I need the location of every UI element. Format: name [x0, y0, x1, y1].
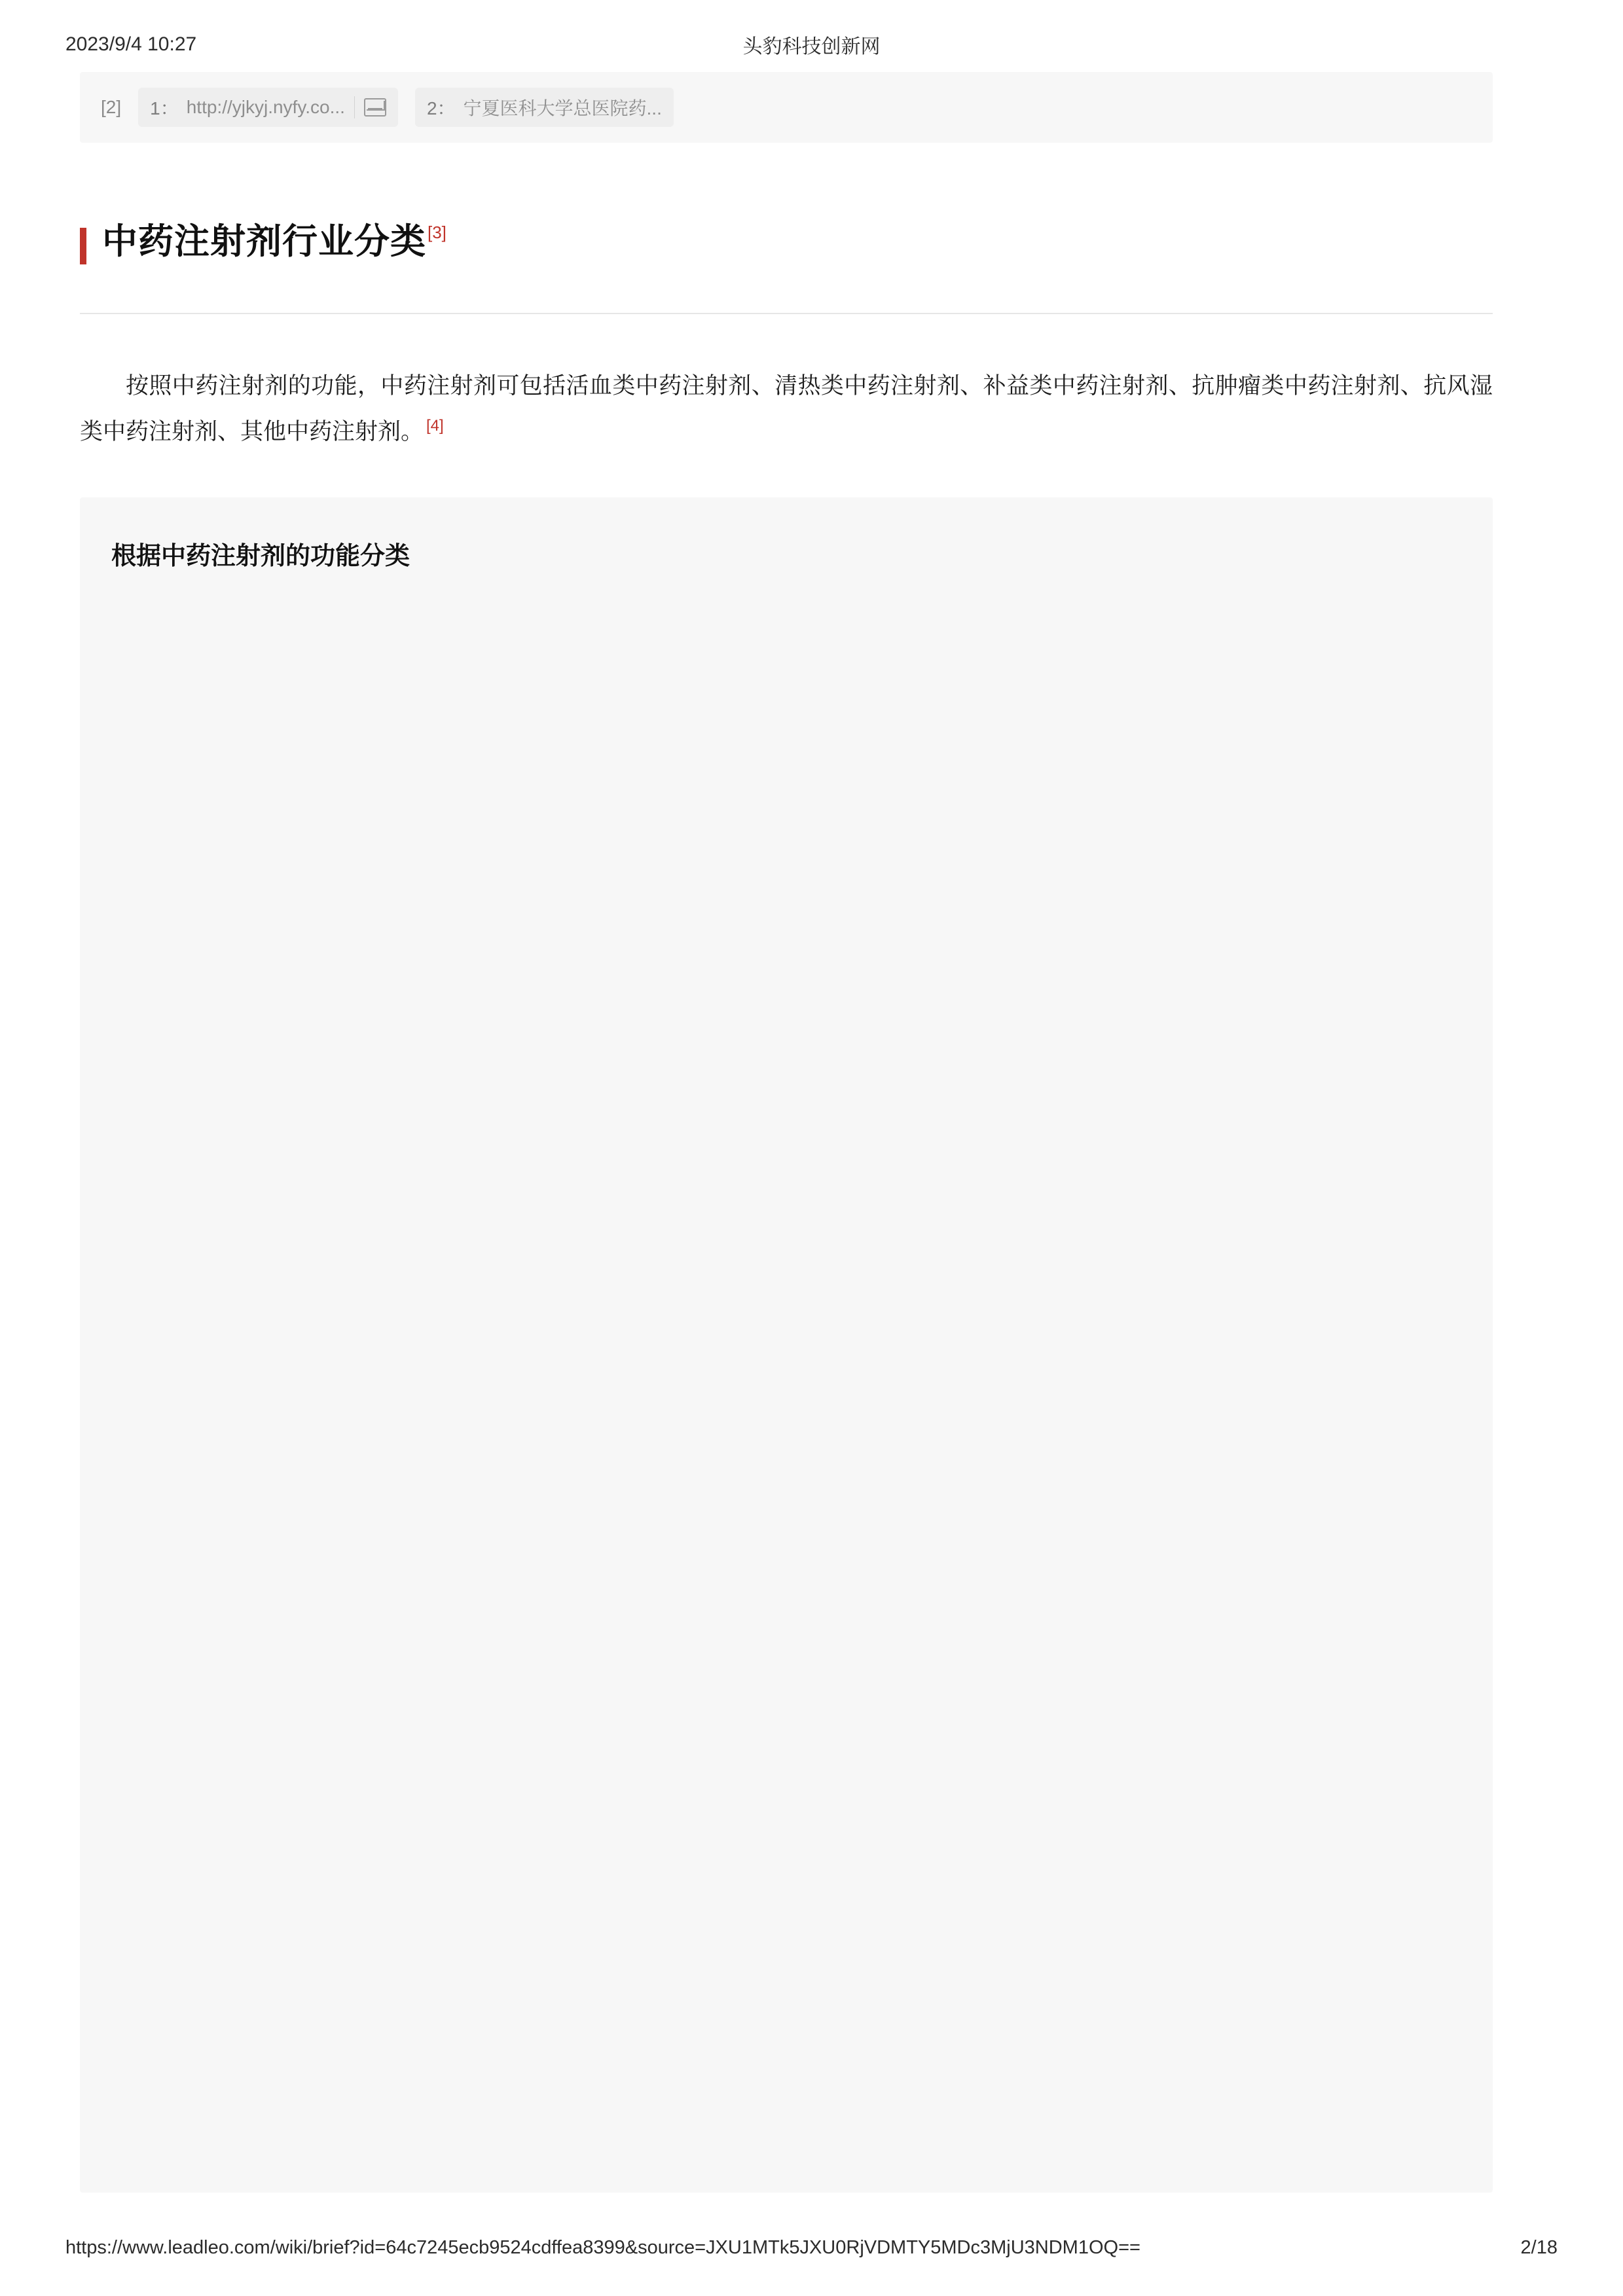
citation-index: [2] — [101, 97, 122, 117]
figure-card — [80, 497, 1493, 2193]
citation-bar — [80, 72, 1493, 143]
print-date: 2023/9/4 10:27 — [65, 33, 197, 55]
footer-url[interactable]: https://www.leadleo.com/wiki/brief?id=64c7245ecb9524cdffea8399&source=JXU1MTk5JXU0RjVDMTY5MDc3MjU3NDM1OQ== — [65, 2237, 1140, 2258]
citation-chip-1-text: http://yjkyj.nyfy.co... — [186, 97, 345, 117]
page-title: 中药注射剂行业分类 — [102, 222, 426, 261]
figure-title: 根据中药注射剂的功能分类 — [111, 543, 410, 570]
site-title: 头豹科技创新网 — [742, 36, 881, 58]
citation-chip-1-number: 1： — [150, 98, 179, 118]
image-icon[interactable] — [364, 98, 386, 117]
chip-divider — [354, 96, 355, 118]
citation-chip-1[interactable] — [138, 88, 398, 127]
footer-page-number: 2/18 — [1520, 2237, 1558, 2258]
citation-chip-2-text: 宁夏医科大学总医院药... — [463, 98, 662, 118]
section-heading — [80, 223, 1493, 264]
citation-chip-2[interactable] — [415, 88, 674, 127]
body-paragraph-reference[interactable]: [4] — [426, 417, 444, 435]
print-footer — [0, 2237, 1623, 2263]
body-paragraph — [80, 363, 1493, 455]
body-paragraph-text: 按照中药注射剂的功能，中药注射剂可包括活血类中药注射剂、清热类中药注射剂、补益类中药注射剂、抗肿瘤类中药注射剂、抗风湿类中药注射剂、其他中药注射剂。 — [80, 373, 1493, 444]
heading-accent-bar — [80, 228, 86, 264]
print-header — [0, 31, 1623, 58]
citation-chip-2-number: 2： — [426, 98, 456, 118]
heading-reference[interactable]: [3] — [428, 223, 447, 242]
figure-content-area — [80, 596, 1493, 2186]
heading-divider — [80, 313, 1493, 314]
